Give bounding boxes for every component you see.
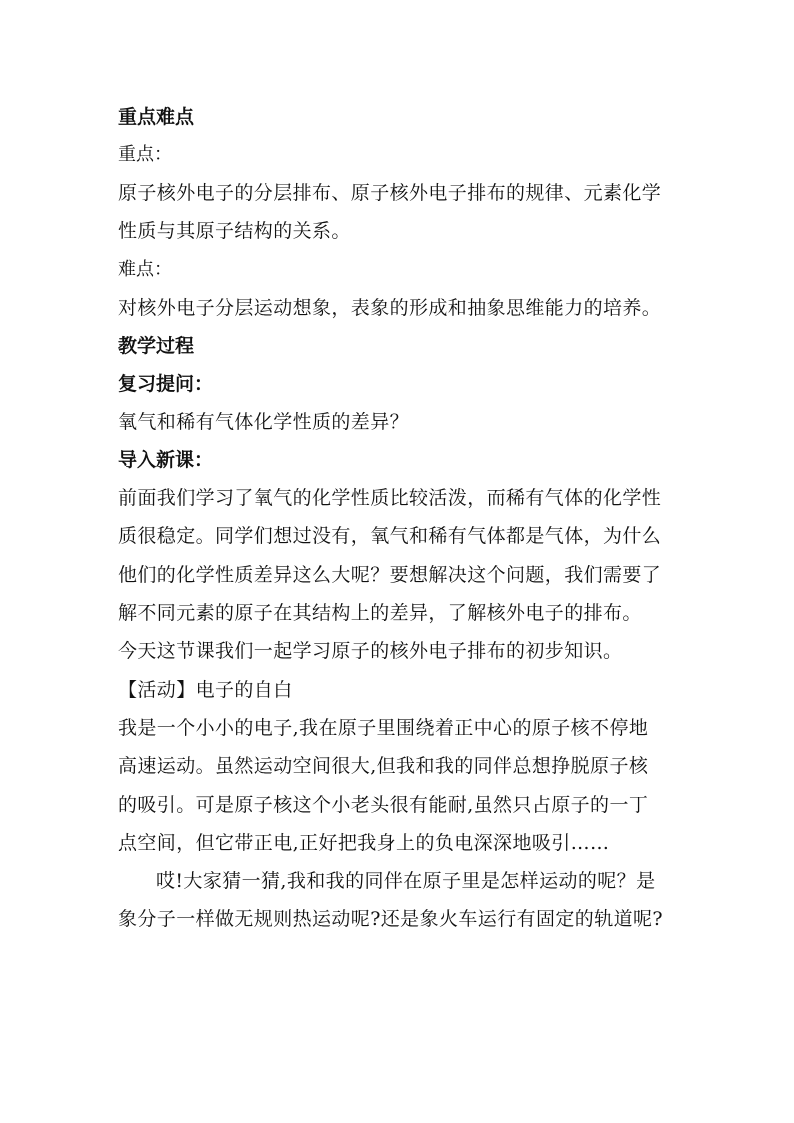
text-line: 我是一个小小的电子,我在原子里围绕着正中心的原子核不停地 [118, 716, 649, 739]
document-body [118, 98, 688, 939]
text-line: 高速运动。虽然运动空间很大,但我和我的同伴总想挣脱原子核 [118, 755, 649, 778]
difficult-label: 难点： [118, 258, 172, 280]
text-line: 质很稳定。同学们想过没有，氧气和稀有气体都是气体，为什么 [118, 525, 662, 548]
activity-paragraph [118, 709, 688, 862]
text-line: 今天这节课我们一起学习原子的核外电子排布的初步知识。 [118, 640, 623, 663]
text-line: 前面我们学习了氧气的化学性质比较活泼，而稀有气体的化学性 [118, 487, 662, 510]
text-line: 原子核外电子的分层排布、原子核外电子排布的规律、元素化学 [118, 182, 662, 204]
text-line: 象分子一样做无规则热运动呢?还是象火车运行有固定的轨道呢? [118, 908, 663, 931]
activity-title [118, 671, 688, 709]
key-label: 重点： [118, 144, 172, 165]
text-line: 他们的化学性质差异这么大呢？要想解决这个问题，我们需要了 [118, 563, 662, 586]
intro-paragraph [118, 479, 688, 670]
text-line: 哎!大家猜一猜,我和我的同伴在原子里是怎样运动的呢？是 [156, 870, 656, 893]
question-paragraph [118, 862, 688, 939]
difficult-points-paragraph [118, 289, 688, 327]
text-line: 解不同元素的原子在其结构上的差异，了解核外电子的排布。 [118, 602, 642, 625]
text-line: 【活动】电子的自白 [118, 678, 293, 701]
text-line: 氧气和稀有气体化学性质的差异？ [118, 410, 410, 433]
text-line: 点空间，但它带正电,正好把我身上的负电深深地吸引…… [118, 831, 610, 854]
text-line: 的吸引。可是原子核这个小老头很有能耐,虽然只占原子的一丁 [118, 793, 649, 816]
review-heading: 复习提问： [118, 372, 214, 395]
key-points-paragraph [118, 174, 688, 251]
teaching-process-heading: 教学过程 [118, 334, 195, 357]
text-line: 性质与其原子结构的关系。 [118, 220, 351, 243]
intro-heading: 导入新课： [118, 449, 214, 472]
review-paragraph [118, 403, 688, 441]
text-line: 对核外电子分层运动想象，表象的形成和抽象思维能力的培养。 [118, 296, 662, 319]
key-points-heading: 重点难点 [118, 106, 195, 128]
